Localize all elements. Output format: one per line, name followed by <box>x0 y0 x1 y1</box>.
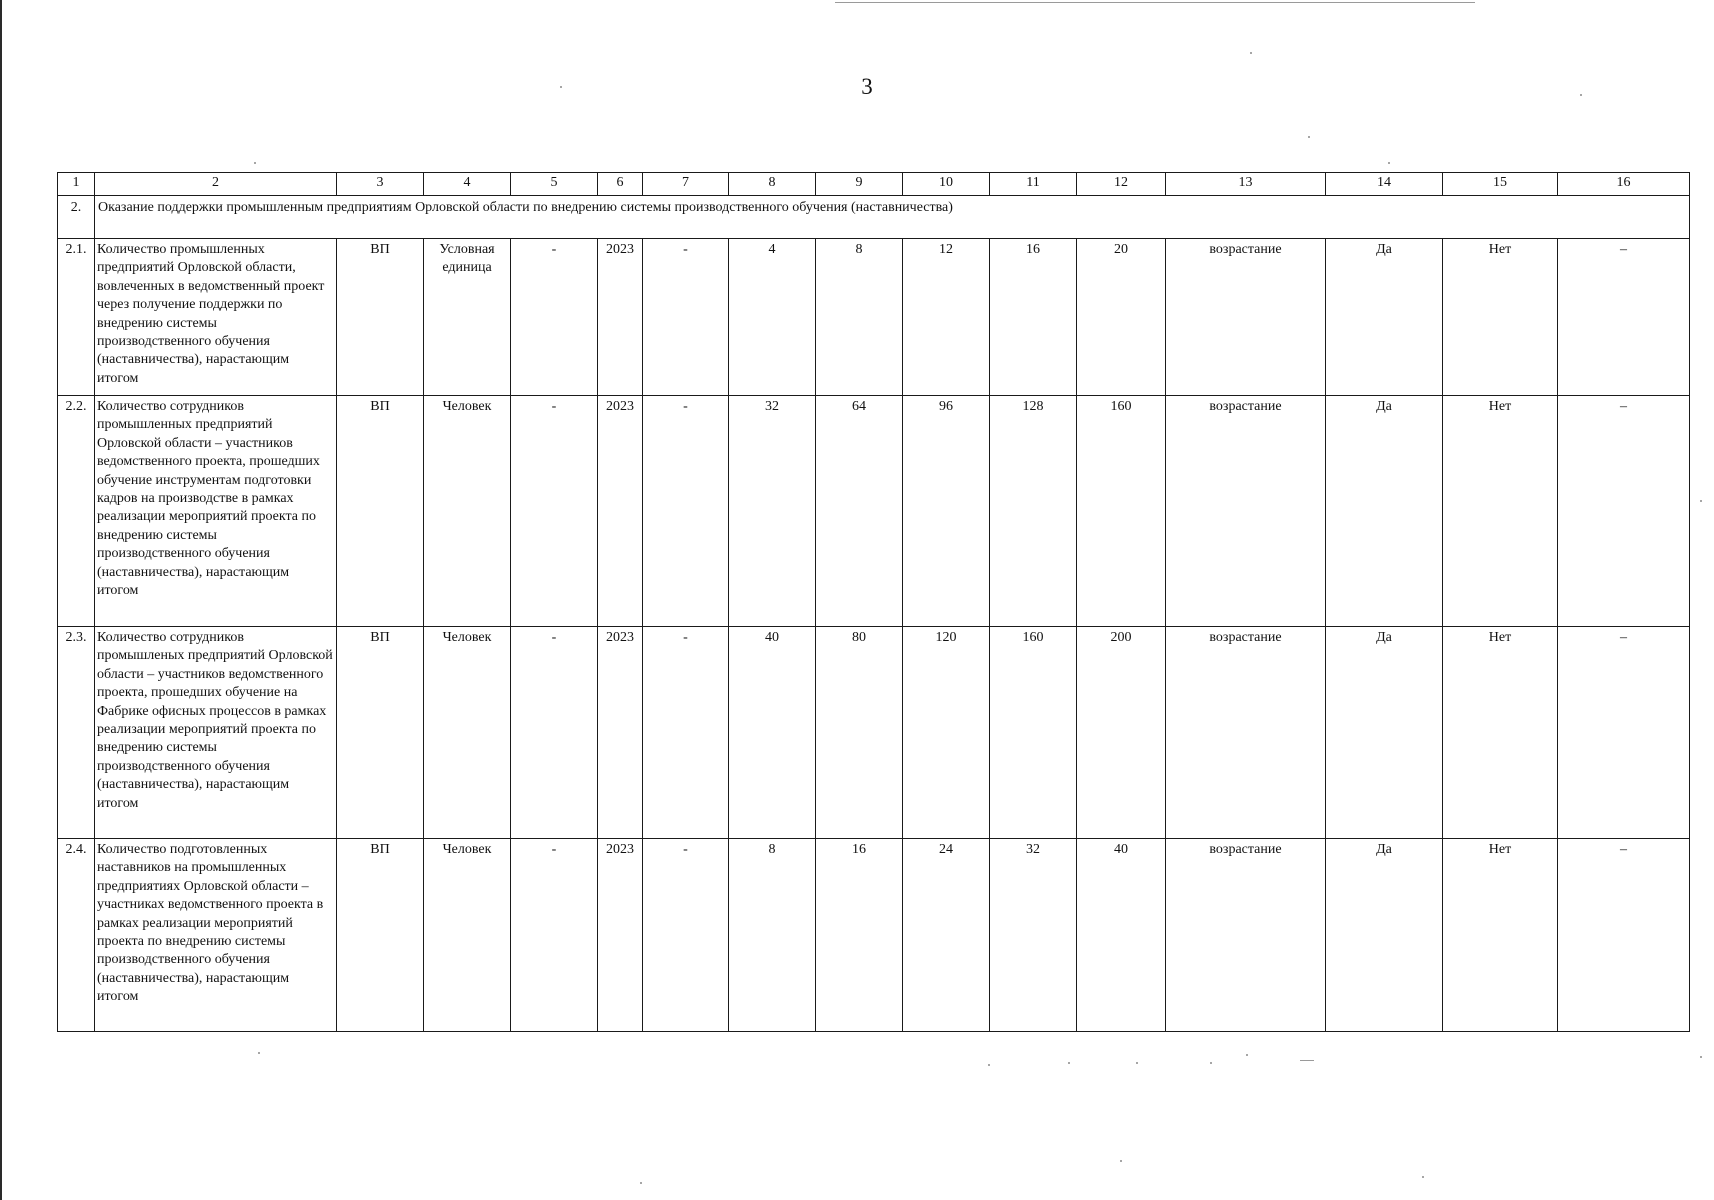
flag-cell: Нет <box>1443 239 1558 396</box>
indicator-name: Количество промышленных предприятий Орловской области, вовлеченных в ведомственный проект через получение поддержки по внедрению системы производственного обучения (наставничества), нарастающим итогом <box>95 239 337 396</box>
flag-cell: Да <box>1326 839 1443 1032</box>
scan-speck <box>1136 1062 1138 1064</box>
value-cell: 96 <box>903 396 990 627</box>
base-value-cell: - <box>511 627 598 839</box>
scan-speck <box>1246 1054 1248 1056</box>
level-cell: ВП <box>337 396 424 627</box>
scan-speck <box>1068 1062 1070 1064</box>
section-title: Оказание поддержки промышленным предприятиям Орловской области по внедрению системы производственного обучения (наставничества) <box>95 196 1690 239</box>
value-cell: 16 <box>816 839 903 1032</box>
trend-cell: возрастание <box>1166 627 1326 839</box>
column-number: 8 <box>729 173 816 196</box>
dash-cell: – <box>1558 396 1690 627</box>
base-year-cell: 2023 <box>598 627 643 839</box>
value-cell: 8 <box>729 839 816 1032</box>
flag-cell: Да <box>1326 396 1443 627</box>
scan-speck <box>1422 1176 1424 1178</box>
scan-speck <box>1580 94 1582 96</box>
column-number-row <box>58 173 1690 196</box>
base-year-cell: 2023 <box>598 839 643 1032</box>
scan-speck <box>258 1052 260 1054</box>
value-cell: - <box>643 396 729 627</box>
section-number: 2. <box>58 196 95 239</box>
scan-speck <box>254 162 256 164</box>
indicator-name: Количество сотрудников промышленных предприятий Орловской области – участников ведомственного проекта, прошедших обучение инструментам подготовки кадров на производстве в рамках реализации мероприятий проекта по внедрению системы производственного обучения (наставничества), нарастающим итогом <box>95 396 337 627</box>
value-cell: 40 <box>729 627 816 839</box>
indicators-table <box>57 172 1690 1032</box>
table-row <box>58 627 1690 839</box>
value-cell: - <box>643 839 729 1032</box>
level-cell: ВП <box>337 839 424 1032</box>
value-cell: 12 <box>903 239 990 396</box>
indicator-name: Количество подготовленных наставников на промышленных предприятиях Орловской области – участниках ведомственного проекта в рамках реализации мероприятий проекта по внедрению системы производственного обучения (наставничества), нарастающим итогом <box>95 839 337 1032</box>
row-number: 2.3. <box>58 627 95 839</box>
column-number: 13 <box>1166 173 1326 196</box>
dash-cell: – <box>1558 627 1690 839</box>
scan-speck <box>1120 1160 1122 1162</box>
flag-cell: Да <box>1326 627 1443 839</box>
flag-cell: Нет <box>1443 396 1558 627</box>
base-value-cell: - <box>511 239 598 396</box>
value-cell: 64 <box>816 396 903 627</box>
scan-left-edge <box>0 0 2 1200</box>
table-row <box>58 239 1690 396</box>
scan-speck <box>1388 162 1390 164</box>
value-cell: 20 <box>1077 239 1166 396</box>
value-cell: - <box>643 627 729 839</box>
column-number: 16 <box>1558 173 1690 196</box>
page-number: 3 <box>861 74 873 99</box>
value-cell: 32 <box>990 839 1077 1032</box>
value-cell: 8 <box>816 239 903 396</box>
column-number: 6 <box>598 173 643 196</box>
table-row <box>58 396 1690 627</box>
base-year-cell: 2023 <box>598 396 643 627</box>
value-cell: 80 <box>816 627 903 839</box>
column-number: 14 <box>1326 173 1443 196</box>
column-number: 10 <box>903 173 990 196</box>
flag-cell: Нет <box>1443 839 1558 1032</box>
table-row <box>58 839 1690 1032</box>
trend-cell: возрастание <box>1166 839 1326 1032</box>
unit-cell: Человек <box>424 839 511 1032</box>
column-number: 9 <box>816 173 903 196</box>
value-cell: 4 <box>729 239 816 396</box>
level-cell: ВП <box>337 239 424 396</box>
row-number: 2.4. <box>58 839 95 1032</box>
value-cell: 160 <box>1077 396 1166 627</box>
column-number: 12 <box>1077 173 1166 196</box>
value-cell: 160 <box>990 627 1077 839</box>
dash-cell: – <box>1558 839 1690 1032</box>
value-cell: 24 <box>903 839 990 1032</box>
value-cell: 128 <box>990 396 1077 627</box>
scan-speck <box>640 1182 642 1184</box>
row-number: 2.2. <box>58 396 95 627</box>
base-value-cell: - <box>511 839 598 1032</box>
value-cell: - <box>643 239 729 396</box>
scan-speck <box>988 1064 990 1066</box>
flag-cell: Да <box>1326 239 1443 396</box>
base-year-cell: 2023 <box>598 239 643 396</box>
value-cell: 32 <box>729 396 816 627</box>
value-cell: 16 <box>990 239 1077 396</box>
column-number: 3 <box>337 173 424 196</box>
column-number: 4 <box>424 173 511 196</box>
scan-speck <box>1250 52 1252 54</box>
column-number: 15 <box>1443 173 1558 196</box>
unit-cell: Условная единица <box>424 239 511 396</box>
column-number: 2 <box>95 173 337 196</box>
value-cell: 40 <box>1077 839 1166 1032</box>
scan-speck <box>560 86 562 88</box>
scan-speck <box>1700 500 1702 502</box>
trend-cell: возрастание <box>1166 396 1326 627</box>
indicator-name: Количество сотрудников промышленых предприятий Орловской области – участников ведомственного проекта, прошедших обучение на Фабрике офисных процессов в рамках реализации мероприятий проекта по внедрению системы производственного обучения (наставничества), нарастающим итогом <box>95 627 337 839</box>
scan-speck <box>1308 136 1310 138</box>
scan-top-artifact <box>835 2 1475 3</box>
column-number: 7 <box>643 173 729 196</box>
scan-speck <box>1300 1060 1314 1061</box>
level-cell: ВП <box>337 627 424 839</box>
scan-speck <box>1210 1062 1212 1064</box>
scan-speck <box>1700 1056 1702 1058</box>
dash-cell: – <box>1558 239 1690 396</box>
row-number: 2.1. <box>58 239 95 396</box>
column-number: 1 <box>58 173 95 196</box>
column-number: 11 <box>990 173 1077 196</box>
section-row <box>58 196 1690 239</box>
unit-cell: Человек <box>424 396 511 627</box>
value-cell: 200 <box>1077 627 1166 839</box>
column-number: 5 <box>511 173 598 196</box>
unit-cell: Человек <box>424 627 511 839</box>
trend-cell: возрастание <box>1166 239 1326 396</box>
flag-cell: Нет <box>1443 627 1558 839</box>
base-value-cell: - <box>511 396 598 627</box>
value-cell: 120 <box>903 627 990 839</box>
